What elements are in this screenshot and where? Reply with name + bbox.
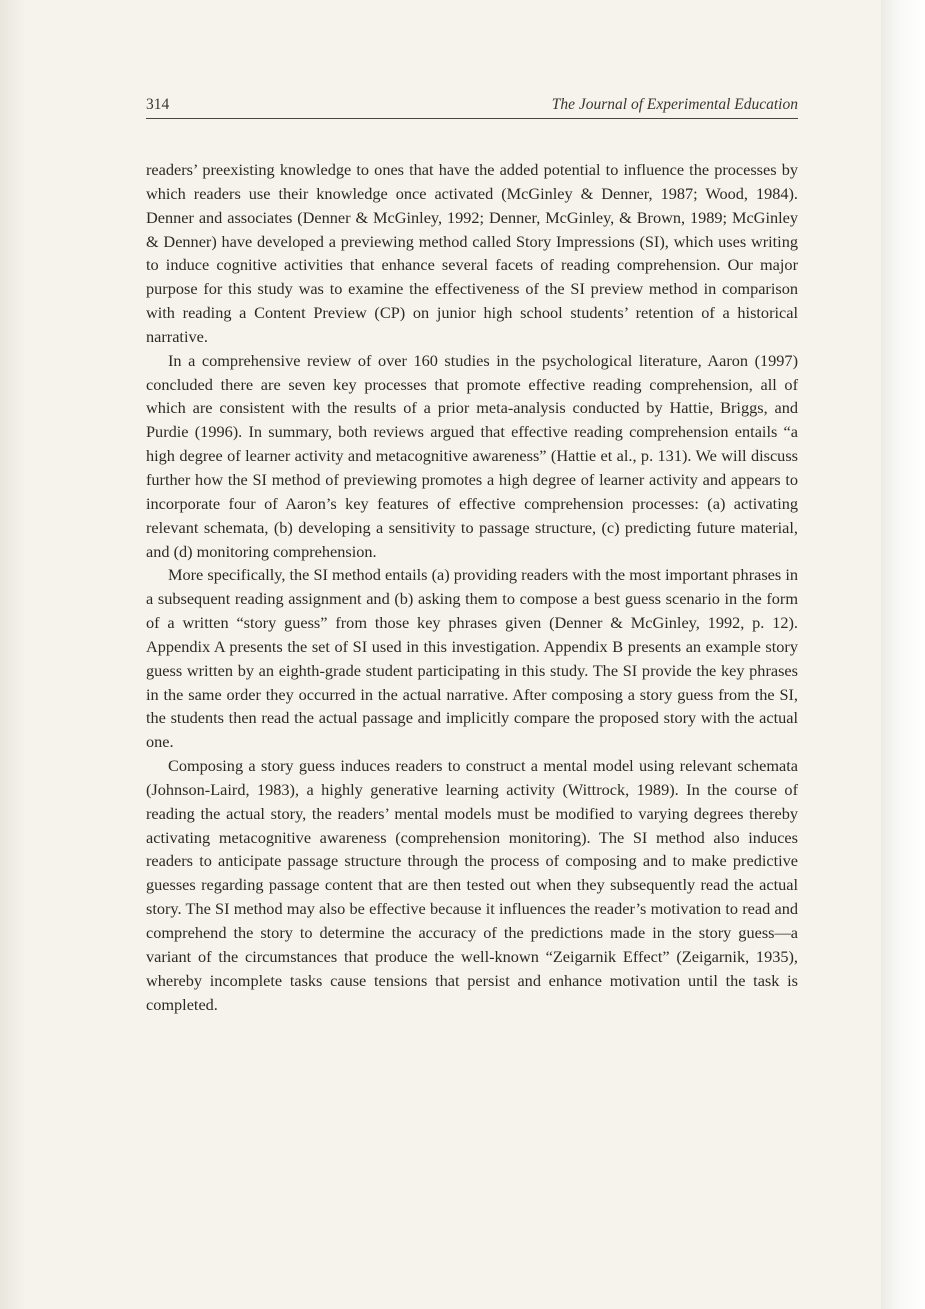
journal-title: The Journal of Experimental Education: [551, 96, 798, 113]
paragraph-aaron-review: In a comprehensive review of over 160 studies in the psychological literature, Aaron (1997) concluded there are seven key processes that promote effective reading comprehension, all of which are consistent with the results of a prior meta-analysis conducted by Hattie, Briggs, and Purdie (1996). In summary, both reviews argued that effective reading comprehension entails “a high degree of learner activity and metacognitive awareness” (Hattie et al., p. 131). We will discuss further how the SI method of previewing promotes a high degree of learner activity and appears to incorporate four of Aaron’s key features of effective comprehension processes: (a) activating relevant schemata, (b) developing a sensitivity to passage structure, (c) predicting future material, and (d) monitoring comprehension.: [146, 350, 798, 561]
page-number: 314: [146, 96, 170, 113]
page-shadow-left: [0, 0, 26, 1309]
page-margin-right: [881, 0, 925, 1309]
paragraph-continuation: readers’ preexisting knowledge to ones that have the added potential to influence the processes by which readers use their knowledge once activated (McGinley & Denner, 1987; Wood, 1984). Denner and associates (Denner & McGinley, 1992; Denner, McGinley, & Brown, 1989; McGinley & Denner) have developed a previewing method called Story Impressions (SI), which uses writing to induce cognitive activities that enhance several facets of reading comprehension. Our major purpose for this study was to examine the effectiveness of the SI preview method in comparison with reading a Content Preview (CP) on junior high school students’ retention of a historical narrative.: [146, 160, 798, 346]
body-text: [146, 158, 798, 1016]
paragraph-story-guess: Composing a story guess induces readers to construct a mental model using relevant schemata (Johnson-Laird, 1983), a highly generative learning activity (Wittrock, 1989). In the course of reading the actual story, the readers’ mental models must be modified to varying degrees thereby activating metacognitive awareness (comprehension monitoring). The SI method also induces readers to anticipate passage structure through the process of composing and to make predictive guesses regarding passage content that are then tested out when they subsequently read the actual story. The SI method may also be effective because it influences the reader’s motivation to read and comprehend the story to determine the accuracy of the predictions made in the story guess—a variant of the circumstances that produce the well-known “Zeigarnik Effect” (Zeigarnik, 1935), whereby incomplete tasks cause tensions that persist and enhance motivation until the task is completed.: [146, 756, 798, 1014]
running-head: [146, 94, 798, 119]
paragraph-si-method: More specifically, the SI method entails (a) providing readers with the most important phrases in a subsequent reading assignment and (b) asking them to compose a best guess scenario in the form of a written “story guess” from those key phrases given (Denner & McGinley, 1992, p. 12). Appendix A presents the set of SI used in this investigation. Appendix B presents an example story guess written by an eighth-grade student participating in this study. The SI provide the key phrases in the same order they occurred in the actual narrative. After composing a story guess from the SI, the students then read the actual passage and implicitly compare the proposed story with the actual one.: [146, 565, 798, 752]
